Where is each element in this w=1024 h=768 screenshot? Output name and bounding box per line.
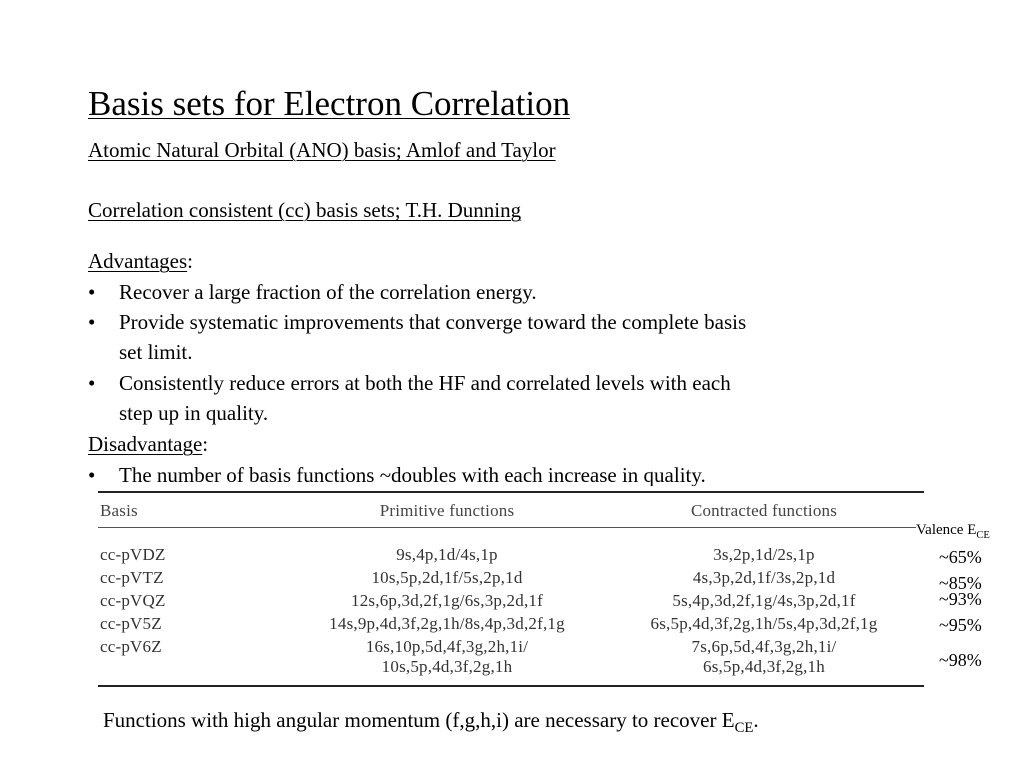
advantage-text-3-cont: step up in quality. (119, 401, 269, 425)
valence-ece-label (916, 520, 990, 546)
footer-end: . (753, 708, 759, 732)
advantages-colon: : (187, 249, 193, 273)
page-title: Basis sets for Electron Correlation (88, 84, 571, 123)
basis-set-table (98, 489, 924, 693)
row-basis: cc-pV5Z (100, 614, 162, 633)
valence-label-sub: CE (976, 530, 990, 541)
bullet-glyph: • (88, 463, 96, 486)
valence-value: ~85% (939, 573, 982, 593)
advantage-text-1: Recover a large fraction of the correlation energy. (119, 280, 537, 304)
header-contracted: Contracted functions (690, 501, 838, 520)
row-basis: cc-pVDZ (100, 545, 166, 564)
row-primitive: 9s,4p,1d/4s,1p (396, 545, 498, 564)
row-contracted: 3s,2p,1d/2s,1p (713, 545, 815, 564)
disadvantage-bullet (88, 460, 706, 486)
footer-text: Functions with high angular momentum (f,g,h,i) are necessary to recover E (103, 708, 735, 732)
table-header-rule (98, 527, 916, 528)
advantage-text-2: Provide systematic improvements that converge toward the complete basis (119, 310, 747, 334)
valence-value: ~95% (939, 615, 982, 635)
advantage-bullet-1 (88, 277, 537, 307)
row-basis: cc-pV6Z (100, 637, 162, 656)
row-primitive: 16s,10p,5d,4f,3g,2h,1i/ (365, 637, 529, 656)
disadvantage-heading-line (88, 429, 208, 459)
row-contracted: 5s,4p,3d,2f,1g/4s,3p,2d,1f (672, 591, 856, 610)
footer-note (103, 706, 759, 742)
header-primitive: Primitive functions (379, 501, 515, 520)
disadvantage-colon: : (202, 432, 209, 456)
row-primitive: 12s,6p,3d,2f,1g/6s,3p,2d,1f (351, 591, 543, 610)
row-primitive-cont: 10s,5p,4d,3f,2g,1h (381, 657, 513, 676)
valence-value: ~98% (939, 650, 982, 670)
valence-value: ~65% (939, 547, 982, 567)
subtitle-ano: Atomic Natural Orbital (ANO) basis; Amlof and Taylor (88, 138, 556, 162)
table-top-rule (98, 491, 924, 493)
advantage-text-2-cont: set limit. (119, 340, 193, 364)
row-basis: cc-pVTZ (100, 568, 164, 587)
row-basis: cc-pVQZ (100, 591, 166, 610)
subtitle-cc: Correlation consistent (cc) basis sets; T.H. Dunning (88, 198, 522, 222)
advantage-text-3: Consistently reduce errors at both the HF and correlated levels with each (119, 371, 731, 395)
bullet-glyph: • (88, 280, 96, 304)
header-basis: Basis (100, 501, 138, 520)
advantage-bullet-3 (88, 368, 731, 398)
row-contracted: 6s,5p,4d,3f,2g,1h/5s,4p,3d,2f,1g (650, 614, 878, 633)
valence-value: ~93% (939, 589, 982, 609)
footer-sub: CE (734, 720, 754, 737)
table-bottom-rule (98, 685, 924, 687)
row-contracted-cont: 6s,5p,4d,3f,2g,1h (703, 657, 825, 676)
disadvantage-heading: Disadvantage (88, 432, 203, 456)
row-primitive: 14s,9p,4d,3f,2g,1h/8s,4p,3d,2f,1g (329, 614, 565, 633)
advantages-heading: Advantages (88, 249, 188, 273)
advantage-bullet-2 (88, 307, 746, 337)
bullet-glyph: • (88, 371, 96, 395)
disadvantage-text: The number of basis functions ~doubles with each increase in quality. (119, 463, 706, 486)
valence-label-text: Valence E (916, 522, 977, 538)
row-contracted: 7s,6p,5d,4f,3g,2h,1i/ (691, 637, 837, 656)
advantages-heading-line (88, 246, 193, 276)
bullet-glyph: • (88, 310, 96, 334)
row-primitive: 10s,5p,2d,1f/5s,2p,1d (371, 568, 523, 587)
row-contracted: 4s,3p,2d,1f/3s,2p,1d (692, 568, 836, 587)
